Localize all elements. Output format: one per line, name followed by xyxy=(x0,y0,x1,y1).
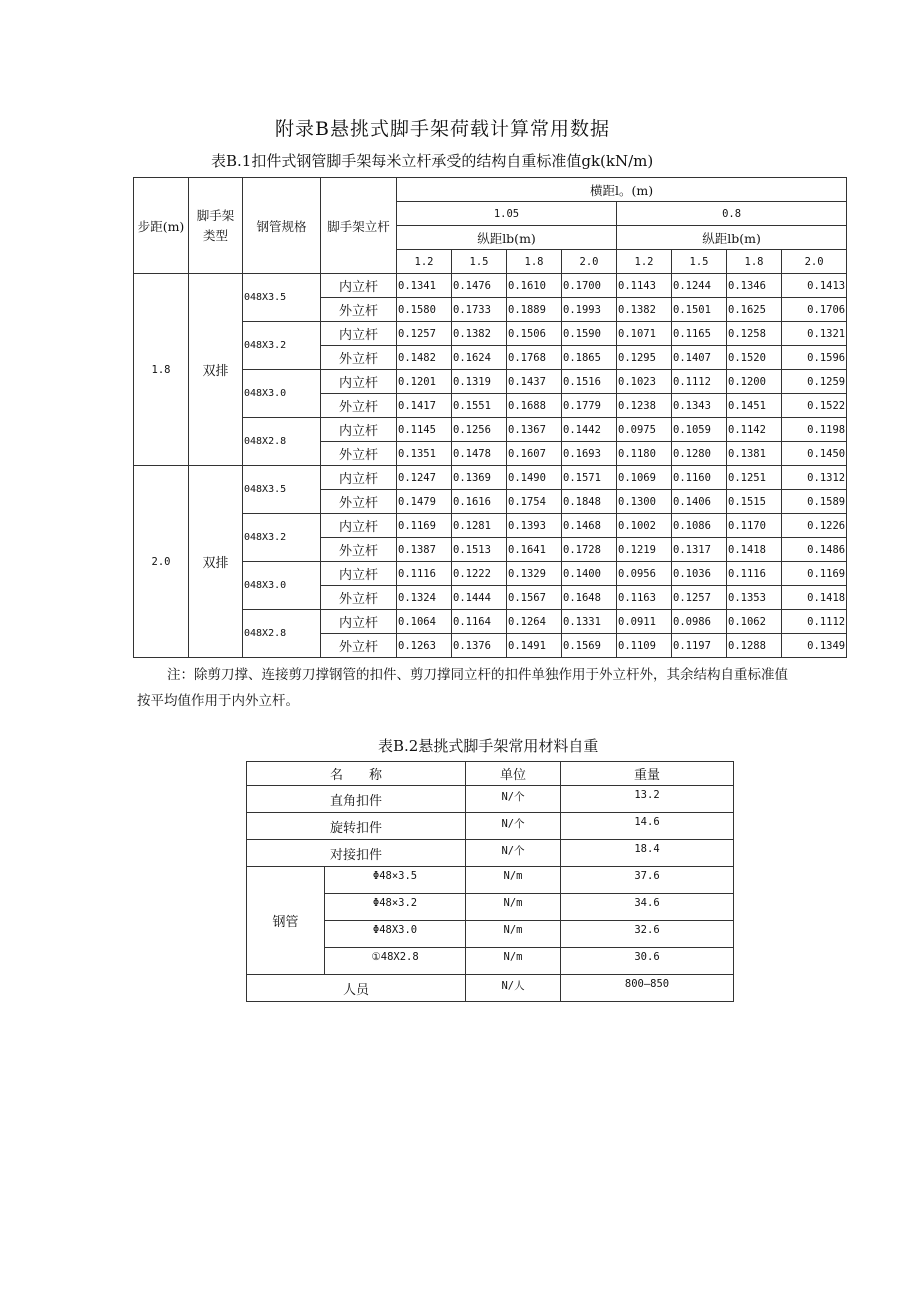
value-cell: 0.1501 xyxy=(672,298,727,322)
note-line-2: 按平均值作用于内外立杆。 xyxy=(137,693,299,709)
header-step: 步距(m) xyxy=(134,178,189,274)
value-cell: 0.1346 xyxy=(727,274,782,298)
value-cell: 0.1516 xyxy=(562,370,617,394)
value-cell: 0.1482 xyxy=(397,346,452,370)
value-cell: 0.1706 xyxy=(782,298,847,322)
rod-cell: 外立杆 xyxy=(321,490,397,514)
value-cell: 0.1143 xyxy=(617,274,672,298)
rod-cell: 内立杆 xyxy=(321,322,397,346)
value-cell: 0.1300 xyxy=(617,490,672,514)
table-row xyxy=(247,867,734,894)
value-cell: 0.1387 xyxy=(397,538,452,562)
value-cell: 0.0975 xyxy=(617,418,672,442)
column-header: 1.8 xyxy=(507,250,562,274)
value-cell: 0.1468 xyxy=(562,514,617,538)
value-cell: 0.1351 xyxy=(397,442,452,466)
pipe-unit: N/m xyxy=(466,867,561,894)
value-cell: 0.1197 xyxy=(672,634,727,658)
value-cell: 0.1169 xyxy=(397,514,452,538)
rod-cell: 外立杆 xyxy=(321,634,397,658)
value-cell: 0.1257 xyxy=(672,586,727,610)
value-cell: 0.1393 xyxy=(507,514,562,538)
material-weight: 18.4 xyxy=(561,840,734,867)
value-cell: 0.1258 xyxy=(727,322,782,346)
value-cell: 0.1201 xyxy=(397,370,452,394)
column-header: 1.2 xyxy=(397,250,452,274)
value-cell: 0.1295 xyxy=(617,346,672,370)
value-cell: 0.1002 xyxy=(617,514,672,538)
value-cell: 0.1381 xyxy=(727,442,782,466)
column-header: 1.2 xyxy=(617,250,672,274)
value-cell: 0.1490 xyxy=(507,466,562,490)
value-cell: 0.1486 xyxy=(782,538,847,562)
value-cell: 0.1349 xyxy=(782,634,847,658)
value-cell: 0.1993 xyxy=(562,298,617,322)
rod-cell: 内立杆 xyxy=(321,370,397,394)
value-cell: 0.1165 xyxy=(672,322,727,346)
spec-cell: 048X2.8 xyxy=(243,418,321,466)
value-cell: 0.1418 xyxy=(782,586,847,610)
value-cell: 0.1520 xyxy=(727,346,782,370)
spec-cell: 048X3.5 xyxy=(243,274,321,322)
value-cell: 0.1865 xyxy=(562,346,617,370)
step-cell: 1.8 xyxy=(134,274,189,466)
column-header: 1.5 xyxy=(672,250,727,274)
value-cell: 0.1238 xyxy=(617,394,672,418)
value-cell: 0.1700 xyxy=(562,274,617,298)
value-cell: 0.1382 xyxy=(617,298,672,322)
value-cell: 0.1607 xyxy=(507,442,562,466)
value-cell: 0.1257 xyxy=(397,322,452,346)
spec-cell: 048X3.2 xyxy=(243,514,321,562)
value-cell: 0.1376 xyxy=(452,634,507,658)
value-cell: 0.1768 xyxy=(507,346,562,370)
rod-cell: 内立杆 xyxy=(321,562,397,586)
header-lateral: 横距l。(m) xyxy=(397,178,847,202)
value-cell: 0.1353 xyxy=(727,586,782,610)
material-unit: N/个 xyxy=(466,840,561,867)
value-cell: 0.1571 xyxy=(562,466,617,490)
rod-cell: 外立杆 xyxy=(321,538,397,562)
table-row xyxy=(134,466,847,490)
value-cell: 0.1264 xyxy=(507,610,562,634)
rod-cell: 外立杆 xyxy=(321,394,397,418)
header-longitudinal-b: 纵距lb(m) xyxy=(617,226,847,250)
spec-cell: 048X3.0 xyxy=(243,370,321,418)
header-lateral-b: 0.8 xyxy=(617,202,847,226)
value-cell: 0.1580 xyxy=(397,298,452,322)
table-row xyxy=(247,813,734,840)
spec-cell: 048X3.5 xyxy=(243,466,321,514)
value-cell: 0.1226 xyxy=(782,514,847,538)
pipe-unit: N/m xyxy=(466,894,561,921)
material-unit: N/个 xyxy=(466,786,561,813)
material-name: 旋转扣件 xyxy=(247,813,466,840)
value-cell: 0.1112 xyxy=(672,370,727,394)
table1-caption: 表B.1扣件式钢管脚手架每米立杆承受的结构自重标准值gk(kN/m) xyxy=(211,152,654,170)
pipe-weight: 37.6 xyxy=(561,867,734,894)
material-name: 对接扣件 xyxy=(247,840,466,867)
value-cell: 0.1779 xyxy=(562,394,617,418)
value-cell: 0.1116 xyxy=(397,562,452,586)
rod-cell: 外立杆 xyxy=(321,346,397,370)
value-cell: 0.1513 xyxy=(452,538,507,562)
value-cell: 0.1476 xyxy=(452,274,507,298)
value-cell: 0.1733 xyxy=(452,298,507,322)
value-cell: 0.1567 xyxy=(507,586,562,610)
value-cell: 0.0986 xyxy=(672,610,727,634)
spec-cell: 048X3.2 xyxy=(243,322,321,370)
value-cell: 0.1219 xyxy=(617,538,672,562)
value-cell: 0.1180 xyxy=(617,442,672,466)
value-cell: 0.1071 xyxy=(617,322,672,346)
value-cell: 0.1648 xyxy=(562,586,617,610)
step-cell: 2.0 xyxy=(134,466,189,658)
rod-cell: 内立杆 xyxy=(321,466,397,490)
spec-cell: 048X2.8 xyxy=(243,610,321,658)
header-name: 名 称 xyxy=(247,762,466,786)
value-cell: 0.1312 xyxy=(782,466,847,490)
pipe-weight: 30.6 xyxy=(561,948,734,975)
rod-cell: 外立杆 xyxy=(321,442,397,466)
value-cell: 0.1418 xyxy=(727,538,782,562)
value-cell: 0.1169 xyxy=(782,562,847,586)
value-cell: 0.1200 xyxy=(727,370,782,394)
header-type: 脚手架类型 xyxy=(189,178,243,274)
value-cell: 0.1116 xyxy=(727,562,782,586)
steel-pipe-label: 钢管 xyxy=(247,867,325,975)
value-cell: 0.1625 xyxy=(727,298,782,322)
value-cell: 0.1251 xyxy=(727,466,782,490)
type-cell: 双排 xyxy=(189,466,243,658)
column-header: 1.8 xyxy=(727,250,782,274)
table-row xyxy=(134,274,847,298)
value-cell: 0.1590 xyxy=(562,322,617,346)
value-cell: 0.1023 xyxy=(617,370,672,394)
value-cell: 0.1247 xyxy=(397,466,452,490)
value-cell: 0.1259 xyxy=(782,370,847,394)
value-cell: 0.1515 xyxy=(727,490,782,514)
material-unit: N/个 xyxy=(466,813,561,840)
value-cell: 0.1198 xyxy=(782,418,847,442)
column-header: 2.0 xyxy=(782,250,847,274)
header-rod: 脚手架立杆 xyxy=(321,178,397,274)
value-cell: 0.1413 xyxy=(782,274,847,298)
table-row xyxy=(247,975,734,1002)
column-header: 1.5 xyxy=(452,250,507,274)
value-cell: 0.1319 xyxy=(452,370,507,394)
table1-note xyxy=(137,662,827,714)
value-cell: 0.1596 xyxy=(782,346,847,370)
rod-cell: 内立杆 xyxy=(321,418,397,442)
value-cell: 0.0911 xyxy=(617,610,672,634)
value-cell: 0.1109 xyxy=(617,634,672,658)
value-cell: 0.1451 xyxy=(727,394,782,418)
pipe-weight: 34.6 xyxy=(561,894,734,921)
value-cell: 0.1142 xyxy=(727,418,782,442)
value-cell: 0.1491 xyxy=(507,634,562,658)
pipe-spec: Φ48×3.5 xyxy=(325,867,466,894)
value-cell: 0.1693 xyxy=(562,442,617,466)
value-cell: 0.1263 xyxy=(397,634,452,658)
value-cell: 0.1331 xyxy=(562,610,617,634)
value-cell: 0.1160 xyxy=(672,466,727,490)
rod-cell: 外立杆 xyxy=(321,298,397,322)
value-cell: 0.1329 xyxy=(507,562,562,586)
table-row xyxy=(247,786,734,813)
value-cell: 0.1610 xyxy=(507,274,562,298)
value-cell: 0.1437 xyxy=(507,370,562,394)
value-cell: 0.1688 xyxy=(507,394,562,418)
material-weight-table xyxy=(246,761,734,1002)
value-cell: 0.1112 xyxy=(782,610,847,634)
value-cell: 0.1641 xyxy=(507,538,562,562)
value-cell: 0.1478 xyxy=(452,442,507,466)
pipe-spec: ①48X2.8 xyxy=(325,948,466,975)
pipe-spec: Φ48×3.2 xyxy=(325,894,466,921)
pipe-weight: 32.6 xyxy=(561,921,734,948)
type-cell: 双排 xyxy=(189,274,243,466)
material-name: 直角扣件 xyxy=(247,786,466,813)
value-cell: 0.1343 xyxy=(672,394,727,418)
value-cell: 0.1288 xyxy=(727,634,782,658)
value-cell: 0.1062 xyxy=(727,610,782,634)
value-cell: 0.1170 xyxy=(727,514,782,538)
personnel-unit: N/人 xyxy=(466,975,561,1002)
value-cell: 0.1406 xyxy=(672,490,727,514)
value-cell: 0.1506 xyxy=(507,322,562,346)
value-cell: 0.1522 xyxy=(782,394,847,418)
value-cell: 0.1164 xyxy=(452,610,507,634)
value-cell: 0.1442 xyxy=(562,418,617,442)
value-cell: 0.1281 xyxy=(452,514,507,538)
rod-cell: 内立杆 xyxy=(321,274,397,298)
value-cell: 0.1589 xyxy=(782,490,847,514)
personnel-weight: 800—850 xyxy=(561,975,734,1002)
page-title: 附录B悬挑式脚手架荷载计算常用数据 xyxy=(275,118,610,140)
rod-cell: 外立杆 xyxy=(321,586,397,610)
value-cell: 0.1036 xyxy=(672,562,727,586)
self-weight-table xyxy=(133,177,847,658)
value-cell: 0.1256 xyxy=(452,418,507,442)
value-cell: 0.1069 xyxy=(617,466,672,490)
value-cell: 0.1479 xyxy=(397,490,452,514)
value-cell: 0.1569 xyxy=(562,634,617,658)
value-cell: 0.1064 xyxy=(397,610,452,634)
personnel-name: 人员 xyxy=(247,975,466,1002)
material-weight: 14.6 xyxy=(561,813,734,840)
value-cell: 0.0956 xyxy=(617,562,672,586)
value-cell: 0.1317 xyxy=(672,538,727,562)
value-cell: 0.1059 xyxy=(672,418,727,442)
value-cell: 0.1367 xyxy=(507,418,562,442)
header-unit: 单位 xyxy=(466,762,561,786)
value-cell: 0.1163 xyxy=(617,586,672,610)
value-cell: 0.1848 xyxy=(562,490,617,514)
value-cell: 0.1145 xyxy=(397,418,452,442)
value-cell: 0.1417 xyxy=(397,394,452,418)
value-cell: 0.1728 xyxy=(562,538,617,562)
value-cell: 0.1244 xyxy=(672,274,727,298)
table2-caption: 表B.2悬挑式脚手架常用材料自重 xyxy=(378,737,599,755)
value-cell: 0.1754 xyxy=(507,490,562,514)
pipe-spec: Φ48X3.0 xyxy=(325,921,466,948)
rod-cell: 内立杆 xyxy=(321,610,397,634)
pipe-unit: N/m xyxy=(466,921,561,948)
value-cell: 0.1324 xyxy=(397,586,452,610)
value-cell: 0.1086 xyxy=(672,514,727,538)
pipe-unit: N/m xyxy=(466,948,561,975)
header-spec: 钢管规格 xyxy=(243,178,321,274)
rod-cell: 内立杆 xyxy=(321,514,397,538)
value-cell: 0.1407 xyxy=(672,346,727,370)
value-cell: 0.1624 xyxy=(452,346,507,370)
material-weight: 13.2 xyxy=(561,786,734,813)
value-cell: 0.1382 xyxy=(452,322,507,346)
value-cell: 0.1400 xyxy=(562,562,617,586)
note-line-1: 注：除剪刀撑、连接剪刀撑钢管的扣件、剪刀撑同立杆的扣件单独作用于外立杆外，其余结构自重标准值 xyxy=(167,667,788,683)
table-row xyxy=(247,840,734,867)
value-cell: 0.1222 xyxy=(452,562,507,586)
header-weight: 重量 xyxy=(561,762,734,786)
header-longitudinal-a: 纵距lb(m) xyxy=(397,226,617,250)
value-cell: 0.1321 xyxy=(782,322,847,346)
value-cell: 0.1369 xyxy=(452,466,507,490)
value-cell: 0.1341 xyxy=(397,274,452,298)
value-cell: 0.1450 xyxy=(782,442,847,466)
value-cell: 0.1616 xyxy=(452,490,507,514)
value-cell: 0.1280 xyxy=(672,442,727,466)
value-cell: 0.1551 xyxy=(452,394,507,418)
value-cell: 0.1889 xyxy=(507,298,562,322)
header-lateral-a: 1.05 xyxy=(397,202,617,226)
spec-cell: 048X3.0 xyxy=(243,562,321,610)
value-cell: 0.1444 xyxy=(452,586,507,610)
column-header: 2.0 xyxy=(562,250,617,274)
